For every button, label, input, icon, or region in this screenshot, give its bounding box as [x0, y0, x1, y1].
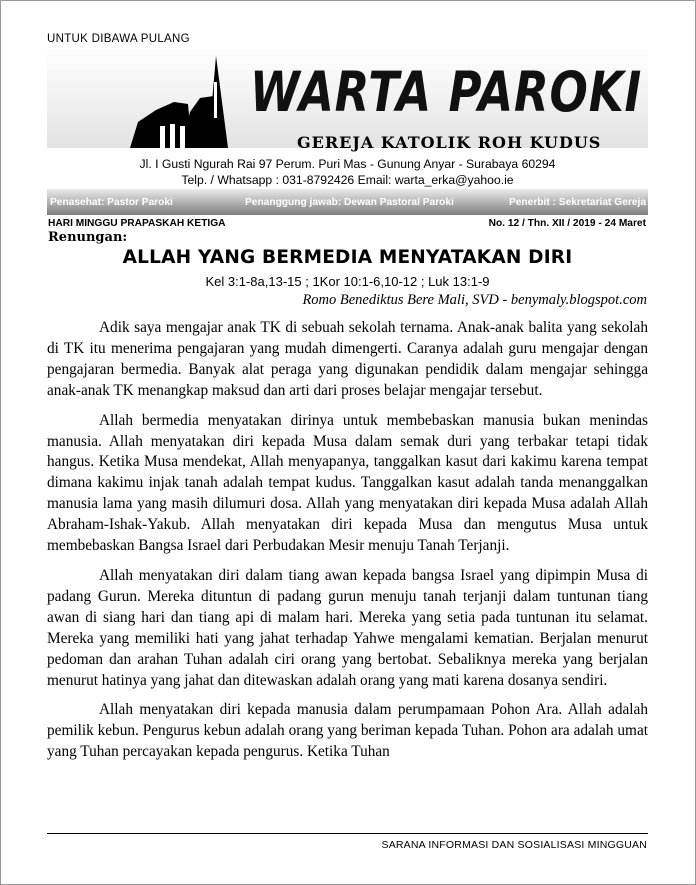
- article-author: Romo Benediktus Bere Mali, SVD - benymaly.blogspot.com: [302, 292, 647, 308]
- publisher-label: Penerbit : Sekretariat Gereja: [508, 197, 646, 208]
- masthead-title: WARTA PAROKI: [250, 60, 643, 124]
- take-home-note: UNTUK DIBAWA PULANG: [47, 33, 190, 45]
- issue-number: No. 12 / Thn. XII / 2019 - 24 Maret: [488, 218, 646, 229]
- article-paragraph: Allah bermedia menyatakan dirinya untuk membebaskan manusia bukan menindas manusia. Allah menyatakan diri kepada Musa dalam semak duri yang terbakar tetapi tidak hangus. Ketika Musa mendekat, Allah menyapanya, tanggalkan kasut dari kakimu karena tempat dimana kakimu injak tanah adalah tempat kudus. Tanggalkan kasut adalah tanda menanggalkan manusia lama yang masih dilumuri dosa. Allah yang menyatakan diri kepada Musa adalah Allah Abraham-Ishak-Yakub. Allah menyatakan diri kepada Musa dan mengutus Musa untuk membebaskan Bangsa Israel dari Perbudakan Mesir menuju Tanah Terjanji.: [47, 411, 648, 555]
- section-label: Renungan:: [48, 230, 128, 245]
- parish-address: Jl. I Gusti Ngurah Rai 97 Perum. Puri Mas - Gunung Anyar - Surabaya 60294: [139, 157, 556, 171]
- article-title: ALLAH YANG BERMEDIA MENYATAKAN DIRI: [122, 247, 573, 268]
- footer-tagline: SARANA INFORMASI DAN SOSIALISASI MINGGUAN: [381, 839, 647, 851]
- scripture-references: Kel 3:1-8a,13-15 ; 1Kor 10:1-6,10-12 ; Luk 13:1-9: [205, 274, 490, 289]
- article-body: [47, 318, 648, 772]
- article-paragraph: Adik saya mengajar anak TK di sebuah sekolah ternama. Anak-anak balita yang sekolah di TK itu menerima pengajaran yang mudah dimengerti. Caranya adalah guru mengajar dengan pengajaran bermedia. Banyak alat peraga yang digunakan pendidik dalam mengajar sehingga anak-anak TK menangkap maksud dan arti dari proses belajar mengajar tersebut.: [47, 319, 648, 399]
- advisor-label: Penasehat: Pastor Paroki: [50, 197, 173, 208]
- responsible-label: Penanggung jawab: Dewan Pastoral Paroki: [245, 197, 454, 208]
- article-paragraph: Allah menyatakan diri kepada manusia dalam perumpamaan Pohon Ara. Allah adalah pemilik kebun. Pengurus kebun adalah orang yang beriman kepada Tuhan. Pohon ara adalah umat yang Tuhan percayakan kepada pengurus. Ketika Tuhan: [47, 701, 648, 761]
- footer-divider: [47, 833, 648, 834]
- parish-contact: Telp. / Whatsapp : 031-8792426 Email: warta_erka@yahoo.ie: [181, 173, 514, 187]
- article-paragraph: Allah menyatakan diri dalam tiang awan kepada bangsa Israel yang dipimpin Musa di padang Gurun. Mereka dituntun di padang gurun menuju tanah terjanji dalam tuntunan tiang awan di siang hari dan tiang api di malam hari. Mereka yang setia pada tuntunan itu selamat. Mereka yang memiliki hati yang jahat terhadap Yahwe mengalami kematian. Berjalan menurut pedoman dan arahan Tuhan adalah ciri orang yang bertobat. Sebaliknya mereka yang berjalan menurut hatinya yang jahat dan ditewaskan adalah orang yang mati karena dosanya sendiri.: [47, 566, 648, 689]
- masthead-subtitle: GEREJA KATOLIK ROH KUDUS: [297, 133, 602, 152]
- liturgical-day: HARI MINGGU PRAPASKAH KETIGA: [48, 218, 226, 229]
- church-silhouette-icon: [130, 52, 250, 152]
